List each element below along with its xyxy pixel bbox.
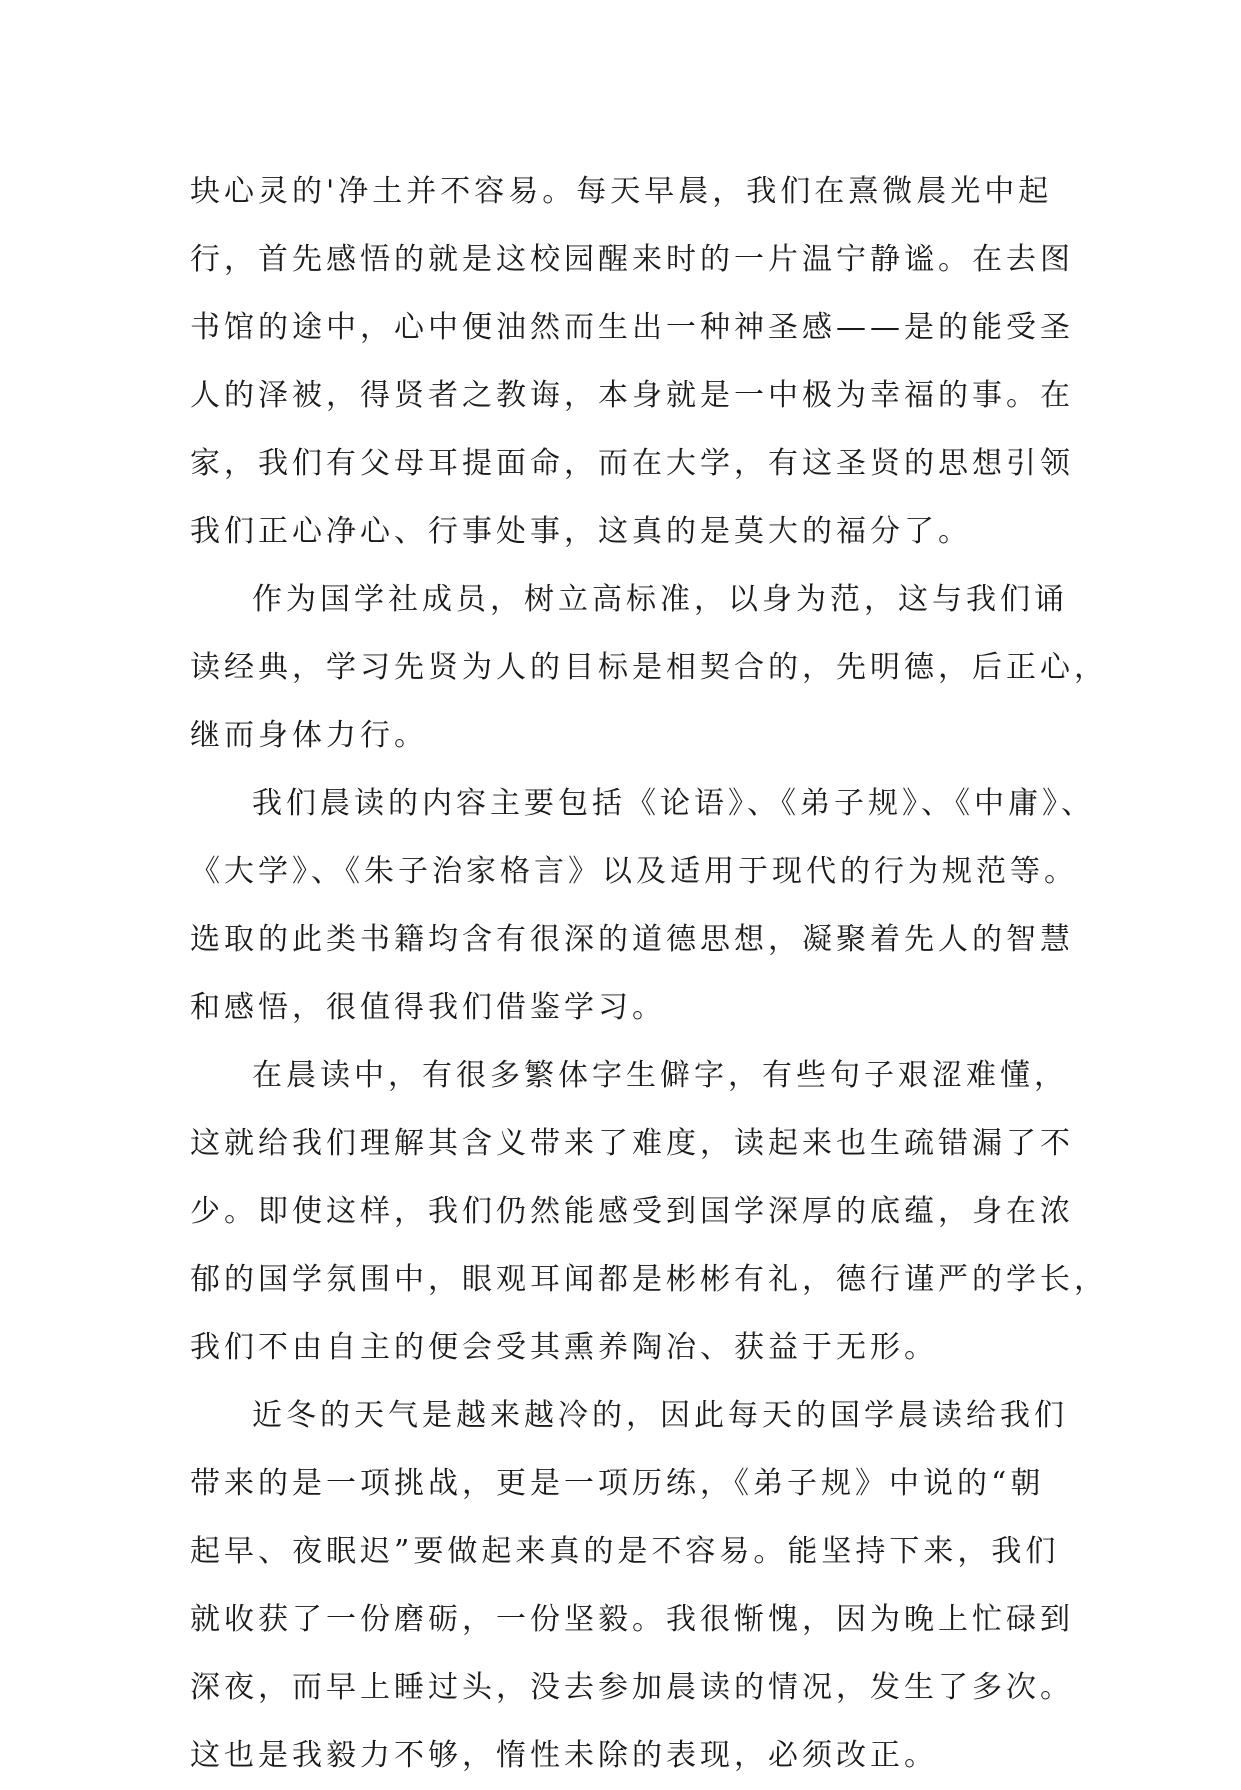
text-line: 这就给我们理解其含义带来了难度，读起来也生疏错漏了不 [190,1126,1074,1161]
paragraph-5 [190,1382,1074,1790]
text-line: 我们不由自主的便会受其熏养陶冶、获益于无形。 [190,1330,938,1365]
text-line: 作为国学社成员，树立高标准，以身为范，这与我们诵 [252,582,1068,617]
text-line: 继而身体力行。 [190,718,428,753]
text-line: 我们正心净心、行事处事，这真的是莫大的福分了。 [190,514,972,549]
text-line: 就收获了一份磨砺，一份坚毅。我很惭愧，因为晚上忙碌到 [190,1602,1074,1637]
text-line: 选取的此类书籍均含有很深的道德思想，凝聚着先人的智慧 [190,922,1074,957]
paragraph-3 [190,770,1095,1042]
text-line: 行，首先感悟的就是这校园醒来时的一片温宁静谧。在去图 [190,242,1074,277]
text-line: 带来的是一项挑战，更是一项历练，《弟子规》中说的“朝 [190,1466,1045,1501]
text-line: 我们晨读的内容主要包括《论语》、《弟子规》、《中庸》、 [252,786,1095,821]
text-line: 和感悟，很值得我们借鉴学习。 [190,990,666,1025]
text-line: 郁的国学氛围中，眼观耳闻都是彬彬有礼，德行谨严的学长， [190,1262,1108,1297]
text-line: 读经典，学习先贤为人的目标是相契合的，先明德，后正心， [190,650,1108,685]
text-line: 书馆的途中，心中便油然而生出一种神圣感——是的能受圣 [190,310,1074,345]
text-line: 人的泽被，得贤者之教诲，本身就是一中极为幸福的事。在 [190,378,1074,413]
text-line: 少。即使这样，我们仍然能感受到国学深厚的底蕴，身在浓 [190,1194,1074,1229]
text-line: 《大学》、《朱子治家格言》以及适用于现代的行为规范等。 [190,854,1078,889]
paragraph-1 [190,158,1074,566]
text-line: 这也是我毅力不够，惰性未除的表现，必须改正。 [190,1738,938,1773]
text-line: 近冬的天气是越来越冷的，因此每天的国学晨读给我们 [252,1398,1068,1433]
body-text [190,158,1108,1790]
text-line: 在晨读中，有很多繁体字生僻字，有些句子艰涩难懂， [252,1058,1068,1093]
text-line: 块心灵的'净土并不容易。每天早晨，我们在熹微晨光中起 [190,174,1053,209]
paragraph-2 [190,566,1108,770]
text-line: 起早、夜眠迟”要做起来真的是不容易。能坚持下来，我们 [190,1534,1060,1569]
paragraph-4 [190,1042,1108,1382]
text-line: 深夜，而早上睡过头，没去参加晨读的情况，发生了多次。 [190,1670,1074,1705]
text-line: 家，我们有父母耳提面命，而在大学，有这圣贤的思想引领 [190,446,1074,481]
